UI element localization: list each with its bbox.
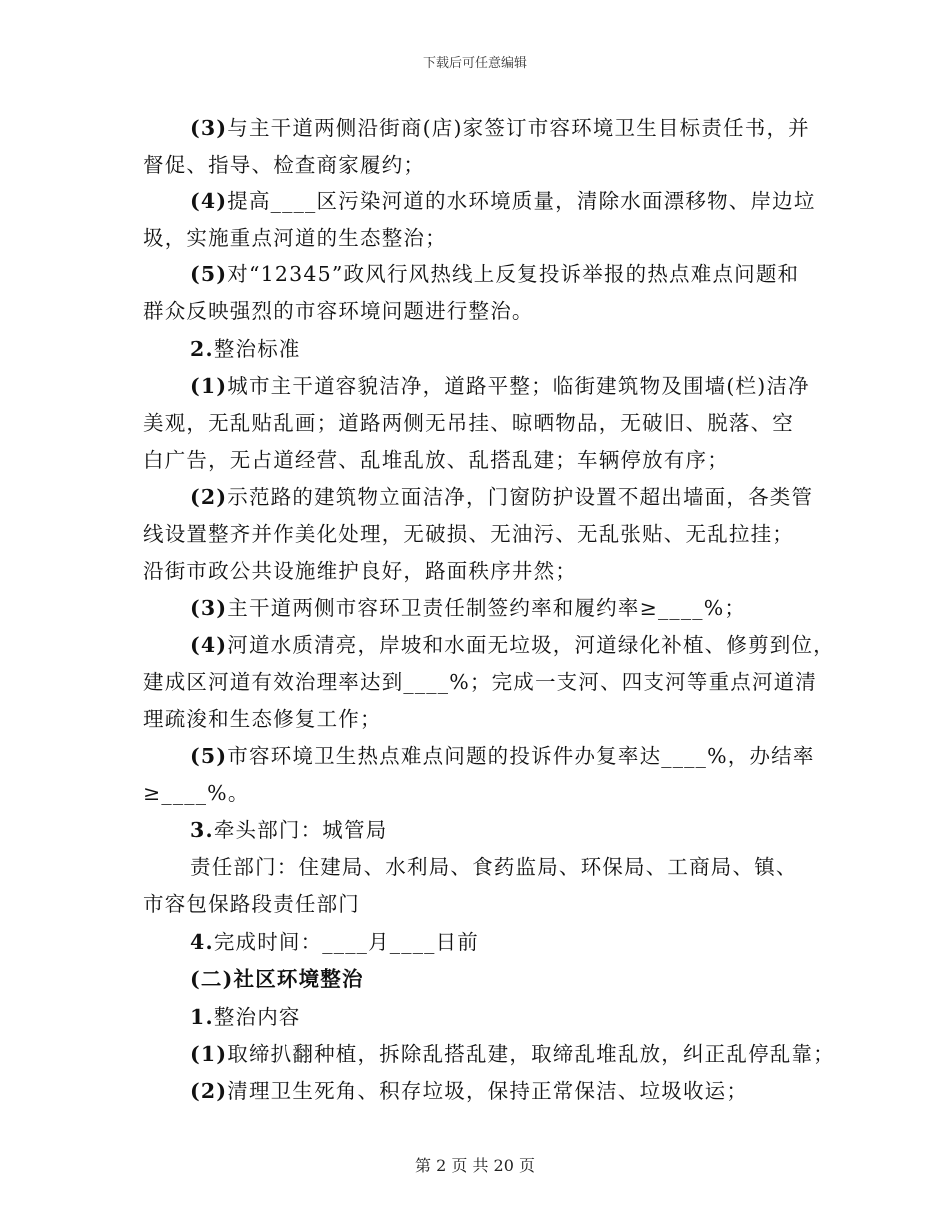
line-text: 与主干道两侧沿街商(店)家签订市容环境卫生目标责任书，并 — [227, 116, 810, 140]
section-heading — [190, 927, 479, 957]
line-text: 美观，无乱贴乱画；道路两侧无吊挂、晾晒物品，无破旧、脱落、空 — [143, 411, 794, 435]
section-title — [190, 964, 364, 994]
paragraph-line — [190, 630, 835, 660]
item-number: (4) — [190, 633, 228, 657]
line-text: (二)社区环境整治 — [190, 967, 364, 991]
line-text: 河道水质清亮，岸坡和水面无垃圾，河道绿化补植、修剪到位， — [227, 633, 835, 657]
item-number: 3. — [190, 818, 214, 842]
item-number: (3) — [190, 116, 228, 140]
line-text: 线设置整齐并作美化处理，无破损、无油污、无乱张贴、无乱拉挂； — [143, 522, 794, 546]
line-text: 市容包保路段责任部门 — [143, 892, 360, 916]
line-text: 群众反映强烈的市容环境问题进行整治。 — [143, 299, 534, 323]
paragraph-line — [190, 1076, 748, 1106]
item-number: 1. — [190, 1005, 214, 1029]
item-number: (1) — [190, 1042, 228, 1066]
line-text: 城市主干道容貌洁净，道路平整；临街建筑物及围墙(栏)洁净 — [227, 374, 810, 398]
line-text: 市容环境卫生热点难点问题的投诉件办复率达____%，办结率 — [227, 744, 815, 768]
paragraph-line — [143, 704, 382, 734]
item-number: (1) — [190, 374, 228, 398]
line-text: 主干道两侧市容环卫责任制签约率和履约率≥____%； — [227, 596, 747, 620]
section-heading — [190, 815, 387, 845]
line-text: 责任部门：住建局、水利局、食药监局、环保局、工商局、镇、 — [190, 855, 798, 879]
paragraph-line — [143, 150, 425, 180]
paragraph-line — [190, 1039, 835, 1069]
line-text: 整治内容 — [213, 1005, 301, 1029]
item-number: (5) — [190, 744, 228, 768]
paragraph-line — [190, 482, 813, 512]
paragraph-line — [190, 593, 746, 623]
page-header-note: 下载后可任意编辑 — [422, 56, 527, 71]
section-heading — [190, 334, 301, 364]
line-text: 建成区河道有效治理率达到____%；完成一支河、四支河等重点河道清 — [143, 670, 818, 694]
paragraph-line — [143, 223, 447, 253]
paragraph-line — [190, 259, 799, 289]
line-text: 示范路的建筑物立面洁净，门窗防护设置不超出墙面，各类管 — [227, 485, 814, 509]
paragraph-line — [190, 371, 810, 401]
paragraph-line — [190, 186, 816, 216]
section-heading — [190, 1002, 301, 1032]
paragraph-line — [143, 519, 794, 549]
line-text: 清理卫生死角、积存垃圾，保持正常保洁、垃圾收运； — [227, 1079, 749, 1103]
line-text: 牵头部门：城管局 — [213, 818, 388, 842]
item-number: 2. — [190, 337, 214, 361]
line-text: ≥____%。 — [143, 781, 250, 805]
line-text: 整治标准 — [213, 337, 301, 361]
item-number: (2) — [190, 1079, 228, 1103]
paragraph-line — [143, 889, 360, 919]
paragraph-line — [190, 741, 815, 771]
item-number: 4. — [190, 930, 214, 954]
item-number: (4) — [190, 189, 228, 213]
line-text: 沿街市政公共设施维护良好，路面秩序井然； — [143, 559, 577, 583]
item-number: (3) — [190, 596, 228, 620]
line-text: 圾，实施重点河道的生态整治； — [143, 226, 447, 250]
line-text: 督促、指导、检查商家履约； — [143, 153, 426, 177]
item-number: (5) — [190, 262, 228, 286]
paragraph-line — [143, 408, 794, 438]
line-text: 理疏浚和生态修复工作； — [143, 707, 382, 731]
page-number: 第 2 页 共 20 页 — [415, 1156, 535, 1175]
line-text: 白广告，无占道经营、乱堆乱放、乱搭乱建；车辆停放有序； — [143, 448, 729, 472]
paragraph-line — [143, 667, 817, 697]
paragraph-line — [143, 778, 250, 808]
item-number: (2) — [190, 485, 228, 509]
paragraph-line — [143, 445, 729, 475]
paragraph-line — [143, 556, 577, 586]
paragraph-line — [190, 852, 798, 882]
line-text: 对“12345”政风行风热线上反复投诉举报的热点难点问题和 — [227, 262, 800, 286]
paragraph-line — [143, 296, 534, 326]
line-text: 完成时间：____月____日前 — [213, 930, 480, 954]
line-text: 提高____区污染河道的水环境质量，清除水面漂移物、岸边垃 — [227, 189, 816, 213]
line-text: 取缔扒翻种植，拆除乱搭乱建，取缔乱堆乱放，纠正乱停乱靠； — [227, 1042, 835, 1066]
paragraph-line — [190, 113, 810, 143]
